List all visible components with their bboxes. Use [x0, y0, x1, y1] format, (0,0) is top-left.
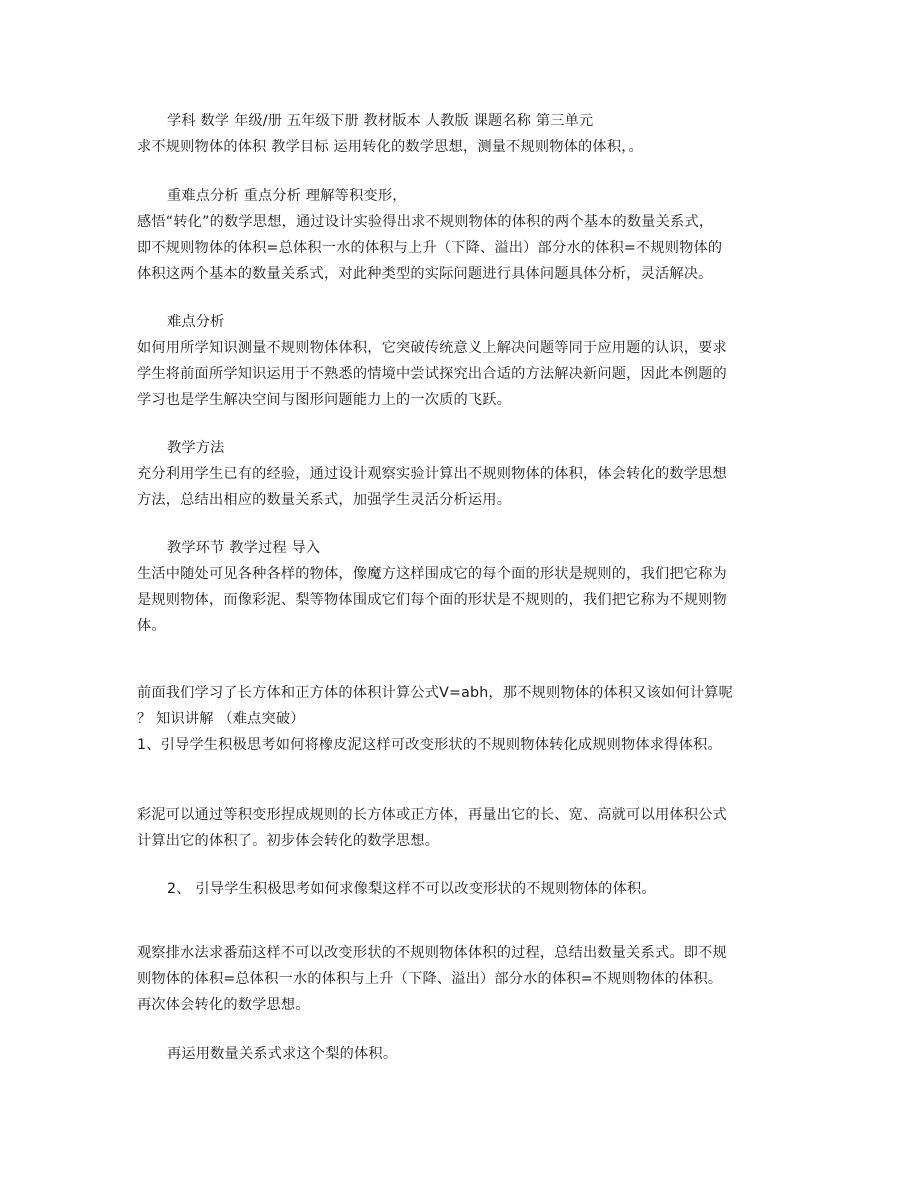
clay-paragraph [137, 802, 787, 854]
key-points-line-3: 体积这两个基本的数量关系式，对此种类型的实际问题进行具体问题具体分析，灵活解决。 [137, 266, 713, 282]
key-points-paragraph [137, 183, 787, 287]
difficulty-heading: 难点分析 [167, 314, 225, 330]
observe-line-3: 再次体会转化的数学思想。 [137, 997, 310, 1013]
key-points-line-2: 即不规则物体的体积=总体积一水的体积与上升（下降、溢出）部分水的体积=不规则物体的 [137, 240, 723, 256]
formula-line-2: ？ 知识讲解 （难点突破） [137, 711, 305, 727]
process-paragraph [137, 535, 787, 639]
process-heading: 教学环节 教学过程 导入 [167, 540, 321, 556]
step2-paragraph [137, 876, 787, 902]
final-line: 再运用数量关系式求这个梨的体积。 [167, 1046, 398, 1062]
header-line-1: 学科 数学 年级/册 五年级下册 教材版本 人教版 课题名称 第三单元 [167, 113, 594, 129]
difficulty-line-1: 如何用所学知识测量不规则物体体积，它突破传统意义上解决问题等同于应用题的认识，要求 [137, 340, 727, 356]
header-line-2: 求不规则物体的体积 教学目标 运用转化的数学思想，测量不规则物体的体积，。 [137, 139, 643, 155]
difficulty-line-2: 学生将前面所学知识运用于不熟悉的情境中尝试探究出合适的方法解决新问题，因此本例题的 [137, 366, 727, 382]
process-line-2: 是规则物体，而像彩泥、梨等物体围成它们每个面的形状是不规则的，我们把它称为不规则物 [137, 592, 727, 608]
difficulty-line-3: 学习也是学生解决空间与图形问题能力上的一次质的飞跃。 [137, 392, 512, 408]
observe-line-1: 观察排水法求番茄这样不可以改变形状的不规则物体体积的过程，总结出数量关系式。即不规 [137, 945, 727, 961]
method-line-2: 方法，总结出相应的数量关系式，加强学生灵活分析运用。 [137, 492, 512, 508]
step2-line: 2、 引导学生积极思考如何求像梨这样不可以改变形状的不规则物体的体积。 [167, 881, 656, 897]
observe-paragraph [137, 940, 787, 1018]
method-line-1: 充分利用学生已有的经验，通过设计观察实验计算出不规则物体的体积，体会转化的数学思想 [137, 466, 727, 482]
clay-line-2: 计算出它的体积了。初步体会转化的数学思想。 [137, 833, 440, 849]
difficulty-paragraph [137, 309, 787, 413]
method-heading: 教学方法 [167, 440, 225, 456]
formula-line-1: 前面我们学习了长方体和正方体的体积计算公式V=abh，那不规则物体的体积又该如何计算呢 [137, 685, 734, 701]
method-paragraph [137, 435, 787, 513]
formula-line-3: 1、引导学生积极思考如何将橡皮泥这样可改变形状的不规则物体转化成规则物体求得体积。 [137, 737, 722, 753]
final-paragraph [137, 1041, 787, 1067]
key-points-heading: 重难点分析 重点分析 理解等积变形， [167, 188, 407, 204]
clay-line-1: 彩泥可以通过等积变形捏成规则的长方体或正方体，再量出它的长、宽、高就可以用体积公式 [137, 807, 727, 823]
observe-line-2: 则物体的体积=总体积一水的体积与上升（下降、溢出）部分水的体积=不规则物体的体积。 [137, 971, 723, 987]
process-line-1: 生活中随处可见各种各样的物体，像魔方这样围成它的每个面的形状是规则的，我们把它称为 [137, 566, 727, 582]
key-points-line-1: 感悟“转化”的数学思想，通过设计实验得出求不规则物体的体积的两个基本的数量关系式， [137, 214, 714, 230]
formula-paragraph [137, 680, 787, 758]
header-paragraph [137, 108, 787, 160]
process-line-3: 体。 [137, 618, 166, 634]
